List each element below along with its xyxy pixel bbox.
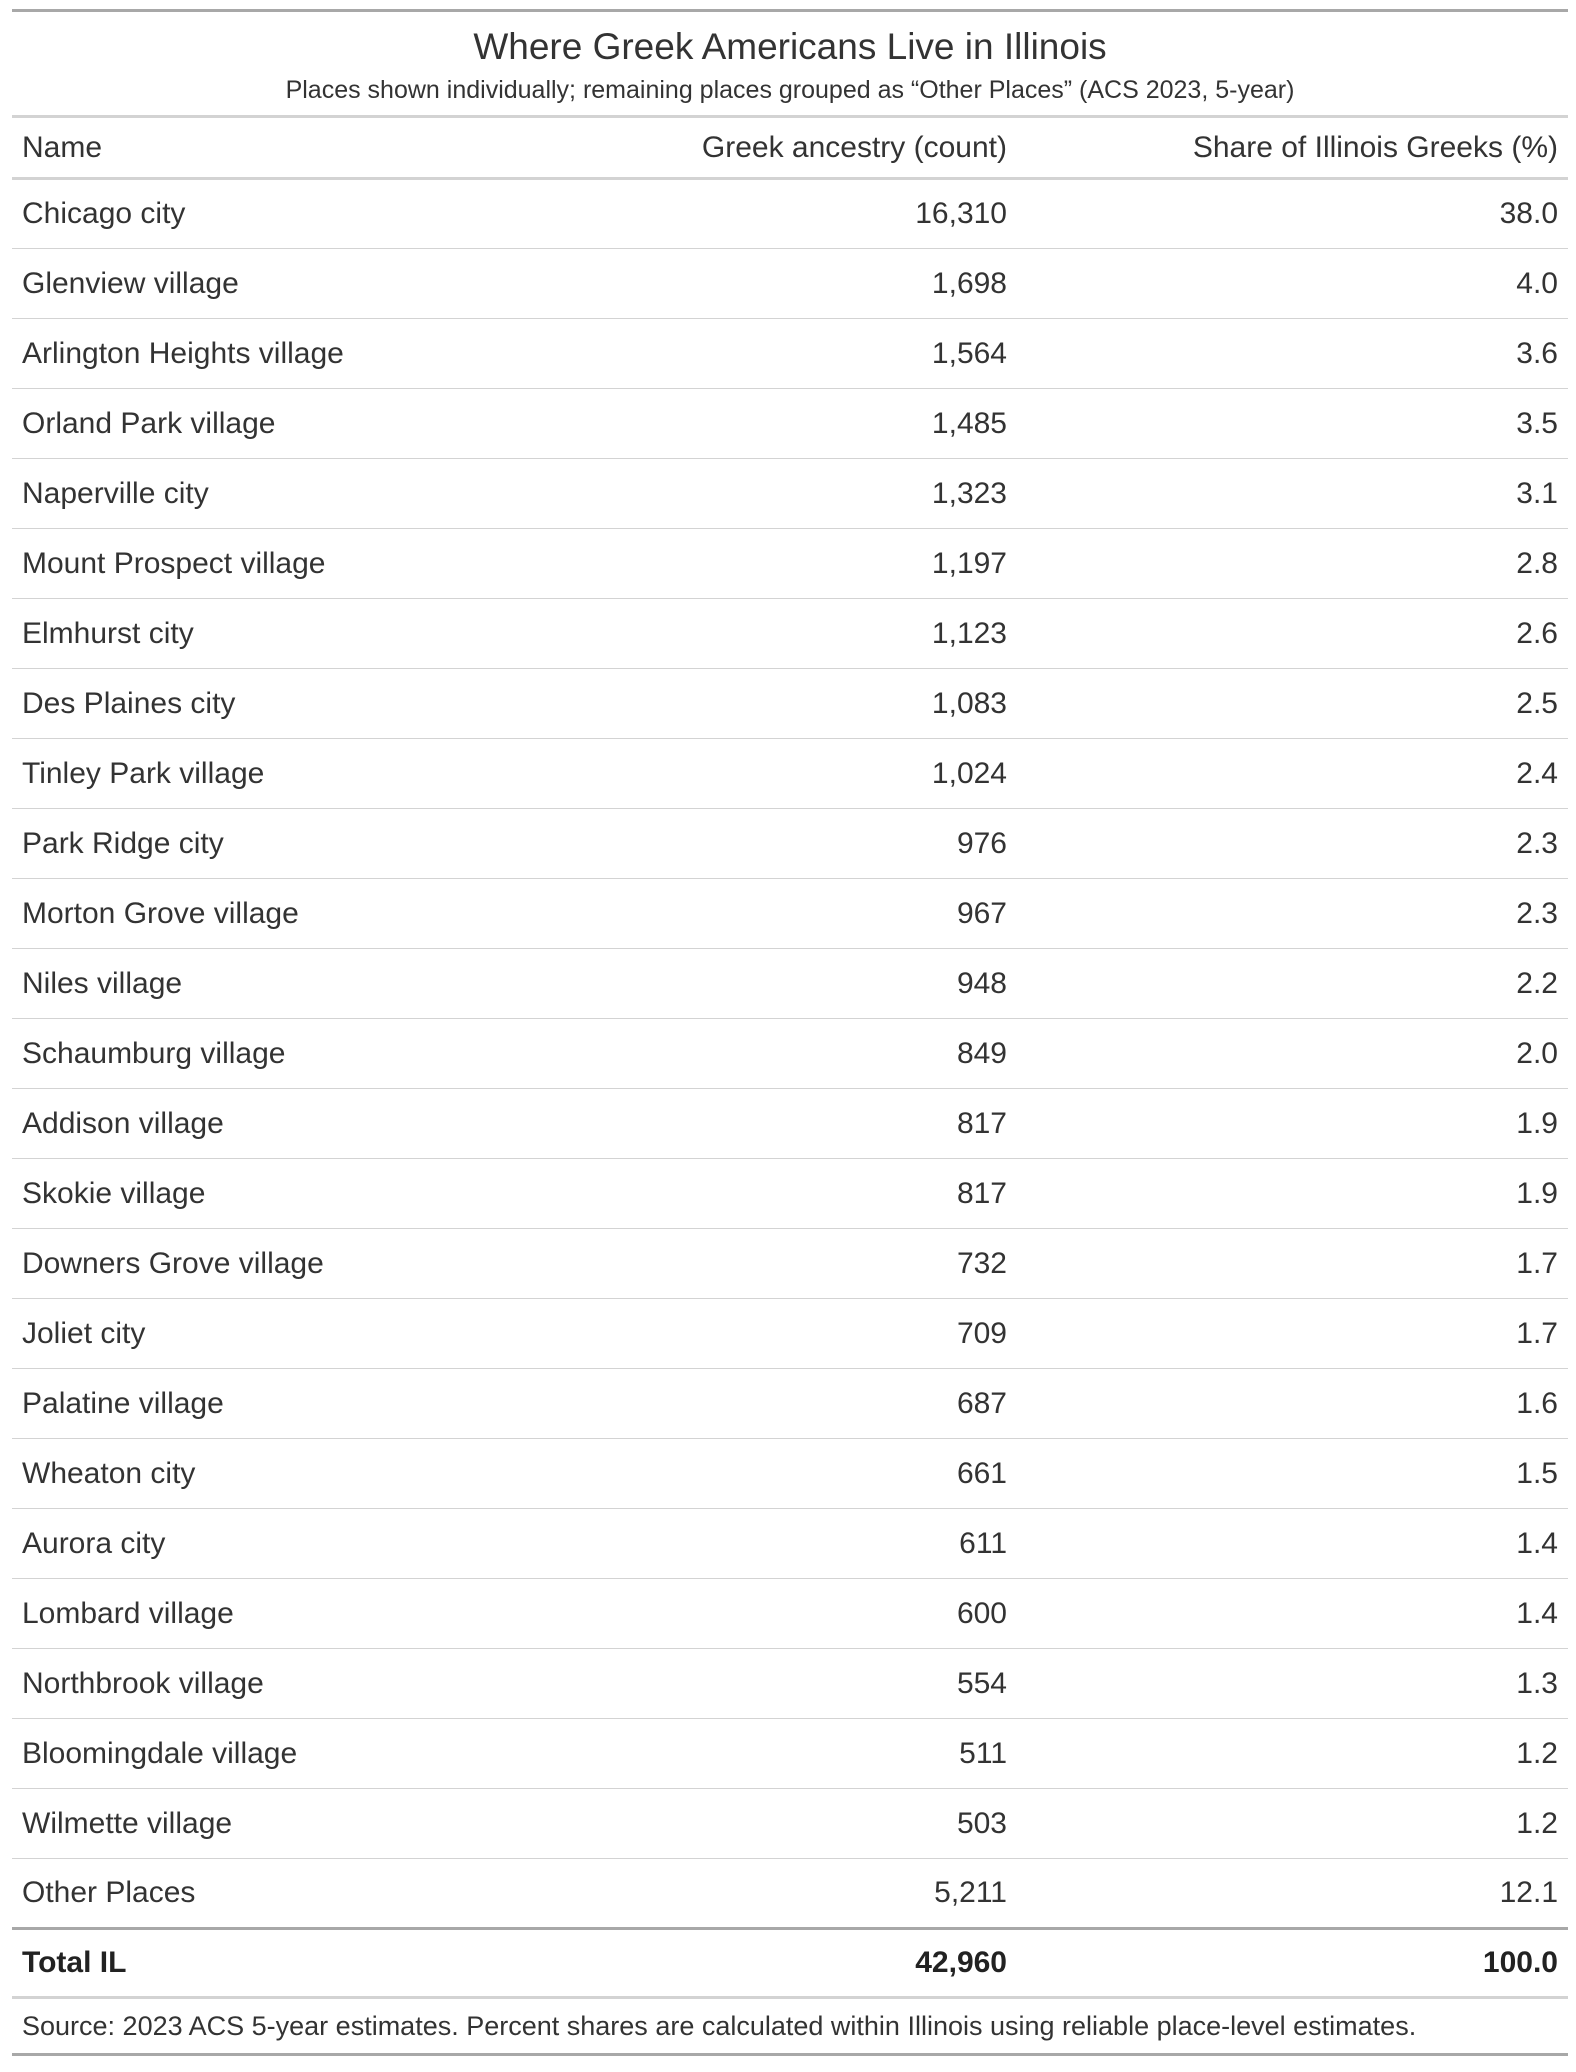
table-row <box>12 1649 1568 1719</box>
table-row <box>12 179 1568 249</box>
table-row <box>12 879 1568 949</box>
share-percent-cell: 1.2 <box>1017 1719 1568 1789</box>
place-name-cell: Total IL <box>12 1929 562 1998</box>
table-row <box>12 669 1568 739</box>
share-percent-cell: 38.0 <box>1017 179 1568 249</box>
place-name-cell: Arlington Heights village <box>12 319 562 389</box>
place-name-cell: Palatine village <box>12 1369 562 1439</box>
greek-count-cell: 948 <box>562 949 1017 1019</box>
place-name-cell: Addison village <box>12 1089 562 1159</box>
place-name-cell: Wheaton city <box>12 1439 562 1509</box>
share-percent-cell: 1.9 <box>1017 1159 1568 1229</box>
greek-count-cell: 42,960 <box>562 1929 1017 1998</box>
greek-count-cell: 817 <box>562 1089 1017 1159</box>
place-name-cell: Bloomingdale village <box>12 1719 562 1789</box>
table-row <box>12 949 1568 1019</box>
greek-count-cell: 511 <box>562 1719 1017 1789</box>
table-title: Where Greek Americans Live in Illinois <box>473 26 1107 67</box>
share-percent-cell: 1.9 <box>1017 1089 1568 1159</box>
share-percent-cell: 2.8 <box>1017 529 1568 599</box>
place-name-cell: Park Ridge city <box>12 809 562 879</box>
header-row <box>12 117 1568 179</box>
table-row <box>12 1299 1568 1369</box>
table-row <box>12 459 1568 529</box>
column-header-name: Name <box>12 117 562 179</box>
place-name-cell: Glenview village <box>12 249 562 319</box>
place-name-cell: Wilmette village <box>12 1789 562 1859</box>
table-row <box>12 1789 1568 1859</box>
share-percent-cell: 3.5 <box>1017 389 1568 459</box>
share-percent-cell: 2.3 <box>1017 879 1568 949</box>
place-name-cell: Mount Prospect village <box>12 529 562 599</box>
table-row <box>12 1089 1568 1159</box>
table-row <box>12 1369 1568 1439</box>
greek-count-cell: 687 <box>562 1369 1017 1439</box>
table-row <box>12 1439 1568 1509</box>
share-percent-cell: 2.5 <box>1017 669 1568 739</box>
place-name-cell: Joliet city <box>12 1299 562 1369</box>
share-percent-cell: 100.0 <box>1017 1929 1568 1998</box>
place-name-cell: Other Places <box>12 1859 562 1929</box>
place-name-cell: Naperville city <box>12 459 562 529</box>
greek-count-cell: 554 <box>562 1649 1017 1719</box>
table-row <box>12 249 1568 319</box>
greek-count-cell: 732 <box>562 1229 1017 1299</box>
share-percent-cell: 1.3 <box>1017 1649 1568 1719</box>
greek-count-cell: 16,310 <box>562 179 1017 249</box>
share-percent-cell: 3.1 <box>1017 459 1568 529</box>
share-percent-cell: 1.7 <box>1017 1299 1568 1369</box>
place-name-cell: Orland Park village <box>12 389 562 459</box>
table-row <box>12 1229 1568 1299</box>
greek-count-cell: 1,197 <box>562 529 1017 599</box>
share-percent-cell: 2.3 <box>1017 809 1568 879</box>
place-name-cell: Chicago city <box>12 179 562 249</box>
greek-count-cell: 817 <box>562 1159 1017 1229</box>
table-row <box>12 599 1568 669</box>
share-percent-cell: 2.4 <box>1017 739 1568 809</box>
share-percent-cell: 1.2 <box>1017 1789 1568 1859</box>
place-name-cell: Lombard village <box>12 1579 562 1649</box>
share-percent-cell: 2.6 <box>1017 599 1568 669</box>
column-header-share: Share of Illinois Greeks (%) <box>1017 117 1568 179</box>
greek-count-cell: 661 <box>562 1439 1017 1509</box>
place-name-cell: Tinley Park village <box>12 739 562 809</box>
table-row <box>12 389 1568 459</box>
share-percent-cell: 1.7 <box>1017 1229 1568 1299</box>
greek-count-cell: 5,211 <box>562 1859 1017 1929</box>
table-body <box>12 179 1568 1998</box>
share-percent-cell: 2.0 <box>1017 1019 1568 1089</box>
greek-count-cell: 1,485 <box>562 389 1017 459</box>
share-percent-cell: 4.0 <box>1017 249 1568 319</box>
table-row <box>12 739 1568 809</box>
greek-count-cell: 849 <box>562 1019 1017 1089</box>
share-percent-cell: 1.4 <box>1017 1509 1568 1579</box>
table-row <box>12 1019 1568 1089</box>
place-name-cell: Northbrook village <box>12 1649 562 1719</box>
share-percent-cell: 1.5 <box>1017 1439 1568 1509</box>
place-name-cell: Morton Grove village <box>12 879 562 949</box>
place-name-cell: Niles village <box>12 949 562 1019</box>
greek-count-cell: 600 <box>562 1579 1017 1649</box>
place-name-cell: Downers Grove village <box>12 1229 562 1299</box>
share-percent-cell: 1.4 <box>1017 1579 1568 1649</box>
greek-count-cell: 1,123 <box>562 599 1017 669</box>
place-name-cell: Elmhurst city <box>12 599 562 669</box>
table-row <box>12 1579 1568 1649</box>
greek-count-cell: 976 <box>562 809 1017 879</box>
table-row <box>12 1719 1568 1789</box>
share-percent-cell: 3.6 <box>1017 319 1568 389</box>
greek-count-cell: 1,564 <box>562 319 1017 389</box>
greek-count-cell: 709 <box>562 1299 1017 1369</box>
greek-count-cell: 1,698 <box>562 249 1017 319</box>
data-table <box>12 115 1568 1999</box>
table-subtitle: Places shown individually; remaining places grouped as “Other Places” (ACS 2023, 5-year) <box>285 76 1295 104</box>
greek-count-cell: 1,083 <box>562 669 1017 739</box>
place-name-cell: Des Plaines city <box>12 669 562 739</box>
total-row <box>12 1929 1568 1998</box>
greek-count-cell: 1,323 <box>562 459 1017 529</box>
share-percent-cell: 2.2 <box>1017 949 1568 1019</box>
table-row <box>12 1859 1568 1929</box>
table-row <box>12 529 1568 599</box>
greek-count-cell: 1,024 <box>562 739 1017 809</box>
greek-count-cell: 967 <box>562 879 1017 949</box>
greek-count-cell: 611 <box>562 1509 1017 1579</box>
place-name-cell: Aurora city <box>12 1509 562 1579</box>
table-row <box>12 809 1568 879</box>
place-name-cell: Schaumburg village <box>12 1019 562 1089</box>
share-percent-cell: 1.6 <box>1017 1369 1568 1439</box>
greek-count-cell: 503 <box>562 1789 1017 1859</box>
place-name-cell: Skokie village <box>12 1159 562 1229</box>
table-row <box>12 1509 1568 1579</box>
greek-americans-table <box>12 9 1568 2056</box>
source-note: Source: 2023 ACS 5-year estimates. Percent shares are calculated within Illinois using reliable place-level estimates. <box>12 1999 1568 2056</box>
column-header-count: Greek ancestry (count) <box>562 117 1017 179</box>
table-row <box>12 319 1568 389</box>
table-row <box>12 1159 1568 1229</box>
share-percent-cell: 12.1 <box>1017 1859 1568 1929</box>
